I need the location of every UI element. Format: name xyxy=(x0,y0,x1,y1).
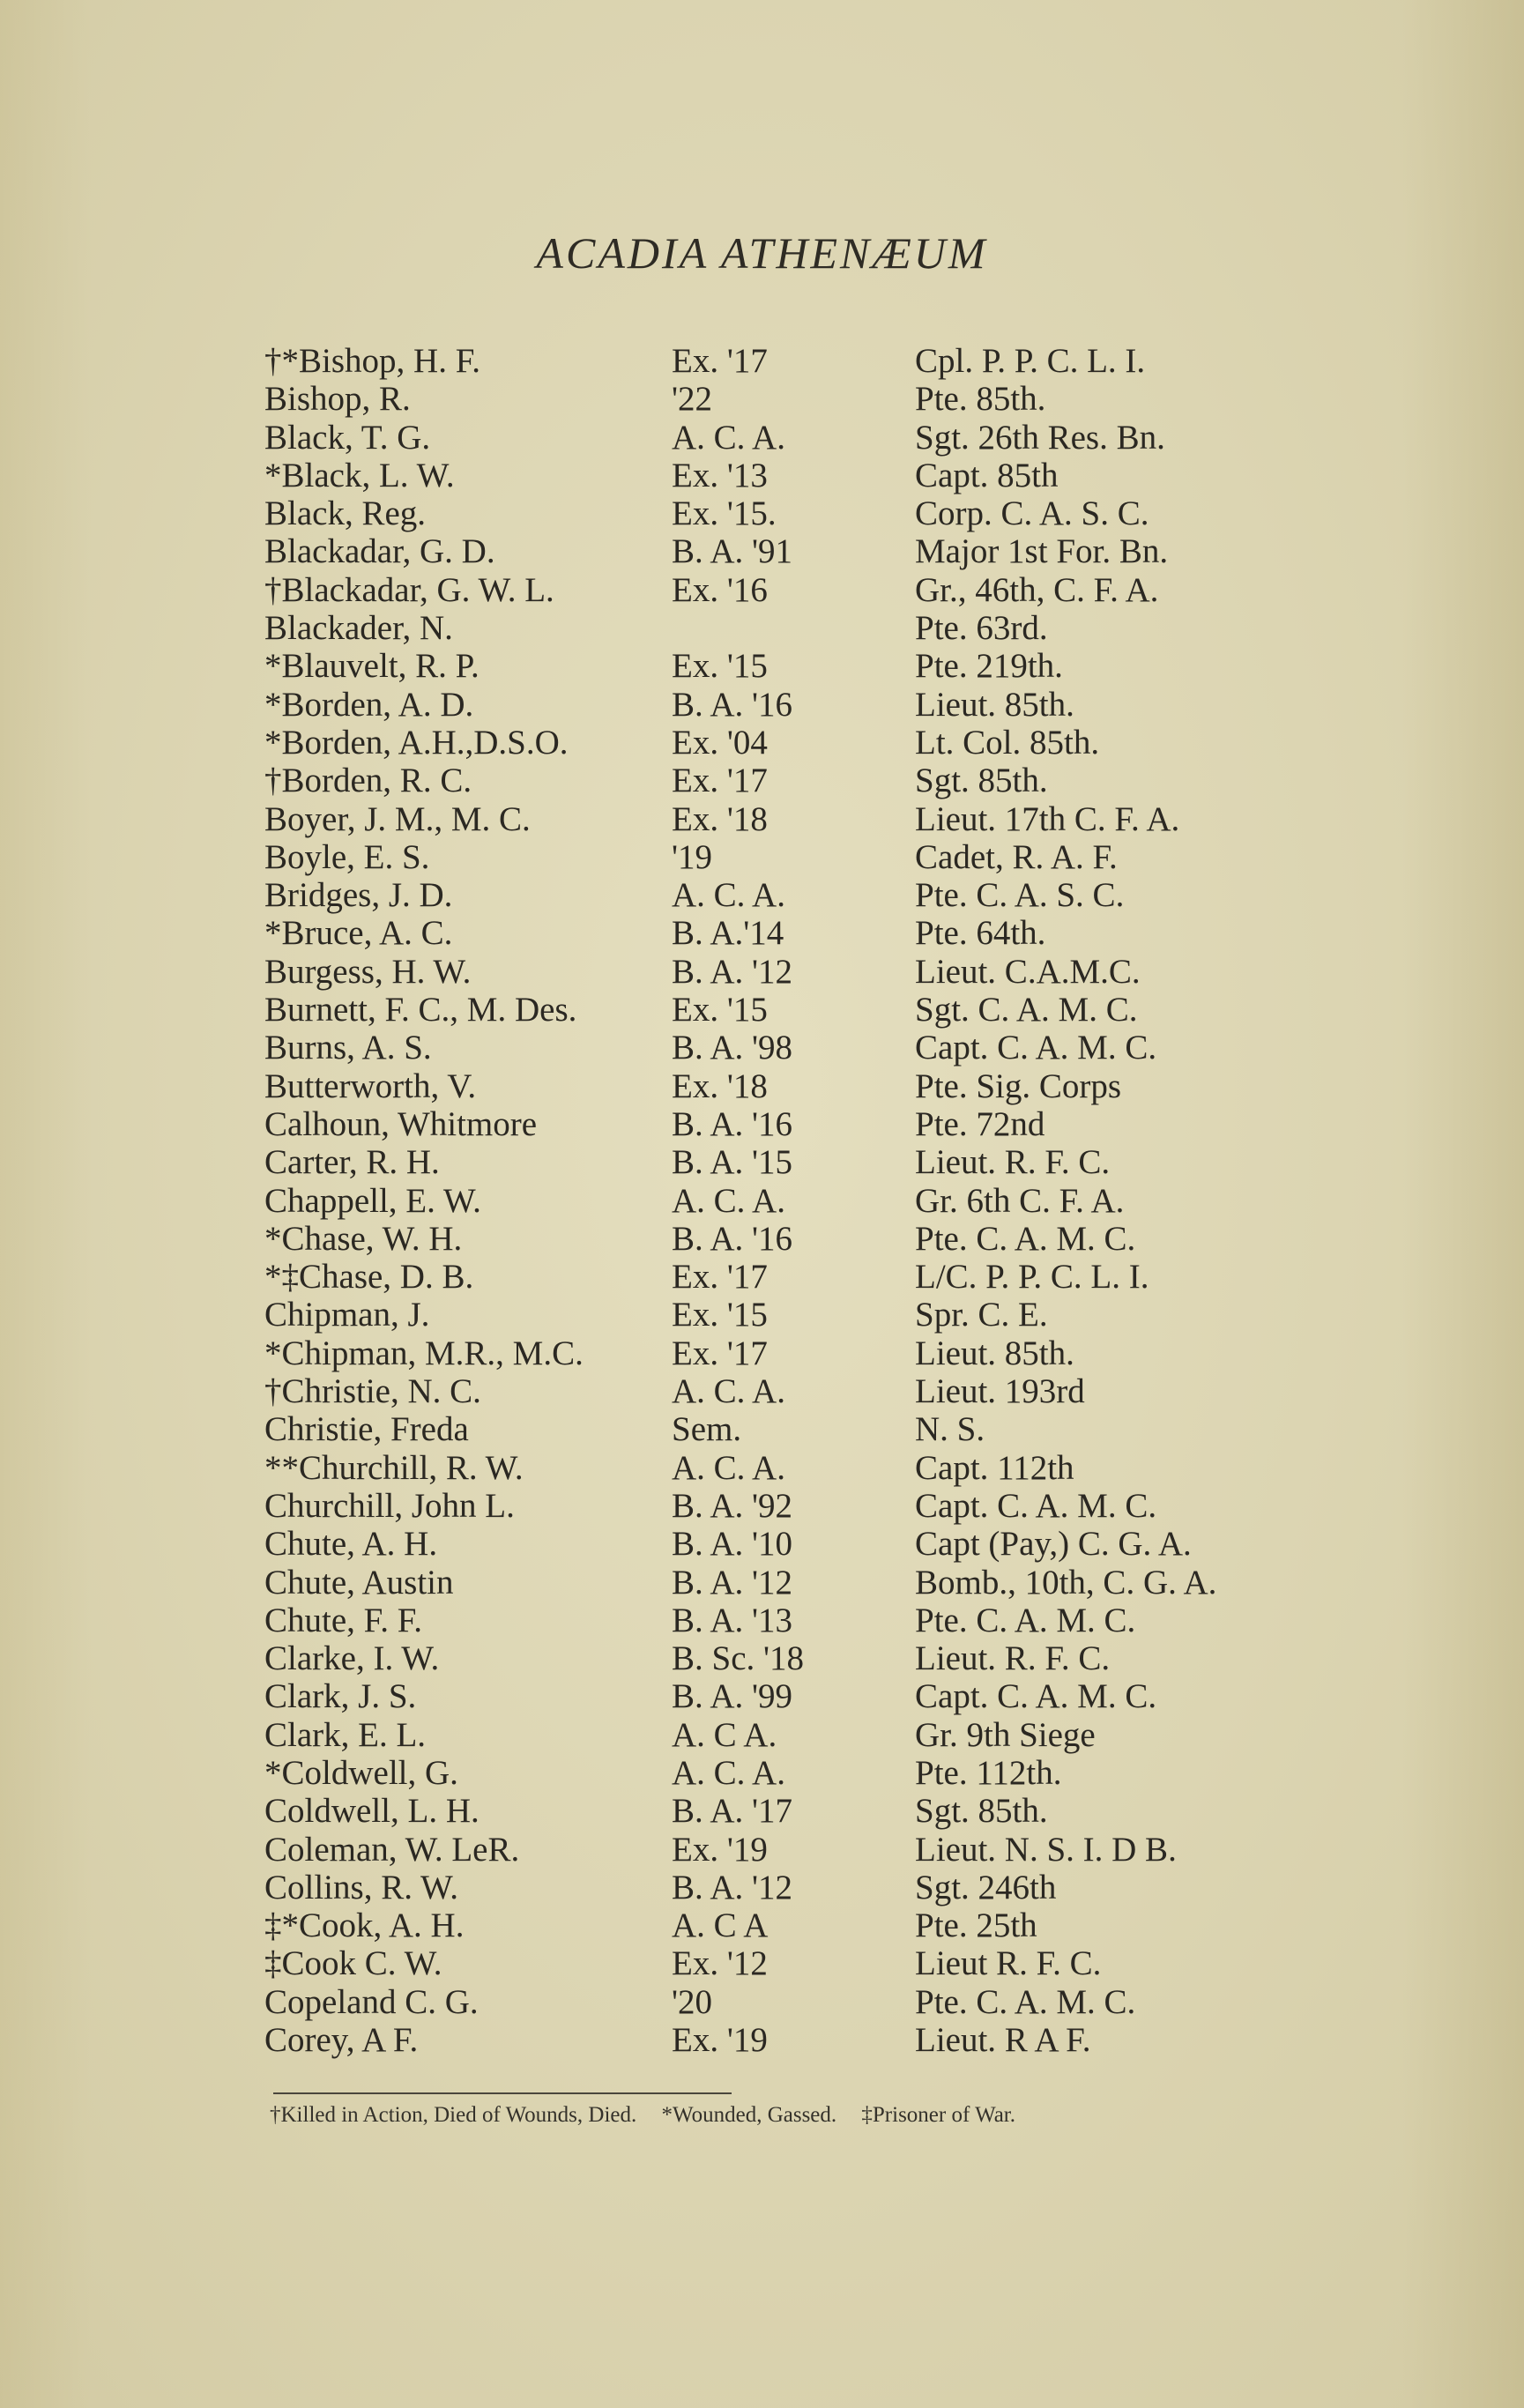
entry-degree: B. A.'14 xyxy=(672,914,784,953)
entry-degree: B. Sc. '18 xyxy=(672,1639,805,1678)
entry-degree: Ex. '15 xyxy=(672,647,768,686)
list-item xyxy=(264,1983,1366,2021)
list-item xyxy=(264,1410,1366,1448)
entry-name: Blackadar, G. D. xyxy=(264,532,495,571)
entry-degree: B. A. '92 xyxy=(672,1486,793,1525)
entry-degree: '19 xyxy=(672,837,713,876)
entry-rank: Pte. 63rd. xyxy=(915,609,1048,648)
entry-degree: B. A. '16 xyxy=(672,685,793,724)
entry-degree: Ex. '16 xyxy=(672,570,768,609)
entry-name: ‡Cook C. W. xyxy=(264,1944,442,1983)
entry-name: Black, T. G. xyxy=(264,418,431,457)
list-item xyxy=(264,1944,1366,1982)
entry-rank: Sgt. C. A. M. C. xyxy=(915,991,1138,1029)
list-item xyxy=(264,647,1366,685)
entry-rank: Cpl. P. P. C. L. I. xyxy=(915,342,1146,380)
entry-degree: Ex. '17 xyxy=(672,342,768,380)
entry-name: Churchill, John L. xyxy=(264,1486,515,1525)
entry-name: Christie, Freda xyxy=(264,1410,469,1449)
entry-name: Calhoun, Whitmore xyxy=(264,1104,538,1143)
entry-rank: Pte. Sig. Corps xyxy=(915,1067,1122,1105)
entry-rank: Capt. 85th xyxy=(915,456,1059,494)
list-item xyxy=(264,724,1366,762)
entry-rank: Capt (Pay,) C. G. A. xyxy=(915,1525,1192,1564)
footnote-divider xyxy=(273,2092,732,2094)
entry-rank: Pte. C. A. M. C. xyxy=(915,1982,1136,2021)
entry-degree: A. C. A. xyxy=(672,1372,785,1411)
entry-name: *Bruce, A. C. xyxy=(264,914,453,953)
entry-rank: Pte. 85th. xyxy=(915,380,1046,419)
entry-name: *Borden, A. D. xyxy=(264,685,474,724)
entry-name: Burns, A. S. xyxy=(264,1029,432,1067)
entry-name: Clarke, I. W. xyxy=(264,1639,440,1678)
list-item xyxy=(264,380,1366,418)
entry-degree: B. A. '17 xyxy=(672,1792,793,1831)
entry-name: Clark, J. S. xyxy=(264,1677,417,1716)
entry-rank: Corp. C. A. S. C. xyxy=(915,494,1149,533)
entry-degree: A. C A xyxy=(672,1906,769,1945)
entry-degree: '20 xyxy=(672,1982,713,2021)
entry-rank: Sgt. 246th xyxy=(915,1868,1057,1906)
entry-rank: Spr. C. E. xyxy=(915,1296,1048,1334)
list-item xyxy=(264,1182,1366,1220)
entry-name: Corey, A F. xyxy=(264,2021,419,2060)
entry-degree: B. A. '10 xyxy=(672,1525,793,1564)
list-item xyxy=(264,494,1366,532)
list-item xyxy=(264,876,1366,914)
entry-degree: Ex. '18 xyxy=(672,799,768,838)
entry-name: ‡*Cook, A. H. xyxy=(264,1906,465,1945)
list-item xyxy=(264,800,1366,838)
list-item xyxy=(264,419,1366,457)
entry-degree: B. A. '12 xyxy=(672,952,793,991)
entry-degree: A. C A. xyxy=(672,1715,777,1754)
list-item xyxy=(264,1525,1366,1563)
entry-rank: Lieut. 85th. xyxy=(915,685,1074,724)
entry-degree: B. A. '91 xyxy=(672,532,793,571)
entry-name: *Black, L. W. xyxy=(264,456,455,494)
entry-rank: Pte. 112th. xyxy=(915,1753,1062,1792)
entry-degree: A. C. A. xyxy=(672,1753,785,1792)
list-item xyxy=(264,571,1366,609)
entry-degree: B. A. '12 xyxy=(672,1868,793,1906)
entry-rank: Capt. C. A. M. C. xyxy=(915,1029,1157,1067)
entry-rank: Lieut. C.A.M.C. xyxy=(915,952,1141,991)
entry-degree: Ex. '17 xyxy=(672,762,768,800)
entry-rank: Gr. 9th Siege xyxy=(915,1715,1096,1754)
entry-degree: B. A. '16 xyxy=(672,1104,793,1143)
entry-rank: Lieut. 17th C. F. A. xyxy=(915,799,1180,838)
entry-name: Boyer, J. M., M. C. xyxy=(264,799,531,838)
footnote-prisoner: ‡Prisoner of War. xyxy=(861,2103,1015,2127)
entry-rank: Bomb., 10th, C. G. A. xyxy=(915,1563,1217,1602)
page-header: ACADIA ATHENÆUM xyxy=(536,228,988,278)
entry-name: †Blackadar, G. W. L. xyxy=(264,570,554,609)
entry-rank: Lt. Col. 85th. xyxy=(915,723,1100,762)
roll-of-honour-list xyxy=(264,342,1366,2059)
entry-name: Chute, A. H. xyxy=(264,1525,438,1564)
list-item xyxy=(264,1716,1366,1754)
entry-degree: Sem. xyxy=(672,1410,742,1449)
list-item xyxy=(264,1869,1366,1906)
footnote-killed: †Killed in Action, Died of Wounds, Died. xyxy=(270,2103,637,2127)
list-item xyxy=(264,1105,1366,1143)
entry-name: Bridges, J. D. xyxy=(264,876,453,915)
list-item xyxy=(264,1792,1366,1830)
list-item xyxy=(264,1754,1366,1792)
entry-degree: Ex. '12 xyxy=(672,1944,768,1983)
list-item xyxy=(264,1487,1366,1525)
list-item xyxy=(264,1143,1366,1181)
entry-name: Burgess, H. W. xyxy=(264,952,472,991)
entry-rank: Lieut. 193rd xyxy=(915,1372,1085,1411)
list-item xyxy=(264,1831,1366,1869)
list-item xyxy=(264,1602,1366,1639)
entry-name: Chute, Austin xyxy=(264,1563,454,1602)
entry-name: Chappell, E. W. xyxy=(264,1181,481,1220)
list-item xyxy=(264,1029,1366,1067)
entry-rank: Major 1st For. Bn. xyxy=(915,532,1169,571)
entry-degree: A. C. A. xyxy=(672,1181,785,1220)
entry-rank: Pte. C. A. M. C. xyxy=(915,1219,1136,1258)
entry-degree: A. C. A. xyxy=(672,1448,785,1487)
entry-degree: Ex. '13 xyxy=(672,456,768,494)
entry-rank: L/C. P. P. C. L. I. xyxy=(915,1258,1149,1297)
entry-rank: Pte. 25th xyxy=(915,1906,1037,1945)
entry-name: †Borden, R. C. xyxy=(264,762,472,800)
entry-name: Coldwell, L. H. xyxy=(264,1792,480,1831)
entry-rank: Capt. C. A. M. C. xyxy=(915,1486,1157,1525)
list-item xyxy=(264,1449,1366,1487)
entry-name: **Churchill, R. W. xyxy=(264,1448,524,1487)
list-item xyxy=(264,953,1366,991)
list-item xyxy=(264,1677,1366,1715)
entry-name: *Coldwell, G. xyxy=(264,1753,458,1792)
entry-degree: Ex. '15. xyxy=(672,494,777,533)
list-item xyxy=(264,532,1366,570)
entry-rank: Pte. 72nd xyxy=(915,1104,1045,1143)
entry-name: *‡Chase, D. B. xyxy=(264,1258,474,1297)
list-item xyxy=(264,2021,1366,2059)
entry-degree: Ex. '19 xyxy=(672,2021,768,2060)
entry-degree: B. A. '13 xyxy=(672,1601,793,1639)
list-item xyxy=(264,342,1366,380)
entry-name: Clark, E. L. xyxy=(264,1715,427,1754)
entry-name: *Blauvelt, R. P. xyxy=(264,647,480,686)
list-item xyxy=(264,838,1366,876)
footnote-wounded: *Wounded, Gassed. xyxy=(661,2103,837,2127)
entry-rank: Pte. 219th. xyxy=(915,647,1063,686)
entry-name: Blackader, N. xyxy=(264,609,453,648)
entry-rank: Cadet, R. A. F. xyxy=(915,837,1118,876)
entry-rank: N. S. xyxy=(915,1410,985,1449)
list-item xyxy=(264,609,1366,647)
entry-degree: B. A. '15 xyxy=(672,1143,793,1182)
entry-rank: Sgt. 85th. xyxy=(915,762,1048,800)
entry-name: Boyle, E. S. xyxy=(264,837,430,876)
entry-rank: Sgt. 26th Res. Bn. xyxy=(915,418,1165,457)
entry-degree: Ex. '19 xyxy=(672,1830,768,1869)
entry-name: †*Bishop, H. F. xyxy=(264,342,481,380)
list-item xyxy=(264,991,1366,1029)
entry-rank: Lieut. R. F. C. xyxy=(915,1639,1111,1678)
list-item xyxy=(264,1258,1366,1296)
entry-name: *Chipman, M.R., M.C. xyxy=(264,1334,584,1372)
entry-name: †Christie, N. C. xyxy=(264,1372,481,1411)
entry-name: Carter, R. H. xyxy=(264,1143,440,1182)
entry-name: Chipman, J. xyxy=(264,1296,430,1334)
list-item xyxy=(264,762,1366,799)
entry-name: Copeland C. G. xyxy=(264,1982,479,2021)
entry-degree: B. A. '12 xyxy=(672,1563,793,1602)
entry-degree: Ex. '18 xyxy=(672,1067,768,1105)
entry-name: Butterworth, V. xyxy=(264,1067,477,1105)
entry-rank: Lieut. 85th. xyxy=(915,1334,1074,1372)
list-item xyxy=(264,1067,1366,1105)
footnote xyxy=(270,2103,1327,2128)
entry-degree: A. C. A. xyxy=(672,876,785,915)
entry-name: Burnett, F. C., M. Des. xyxy=(264,991,577,1029)
entry-rank: Gr., 46th, C. F. A. xyxy=(915,570,1159,609)
entry-rank: Lieut. N. S. I. D B. xyxy=(915,1830,1177,1869)
list-item xyxy=(264,686,1366,724)
entry-degree: Ex. '17 xyxy=(672,1258,768,1297)
list-item xyxy=(264,914,1366,952)
entry-rank: Pte. 64th. xyxy=(915,914,1046,953)
entry-degree: B. A. '16 xyxy=(672,1219,793,1258)
entry-degree: A. C. A. xyxy=(672,418,785,457)
entry-name: Chute, F. F. xyxy=(264,1601,423,1639)
entry-name: Black, Reg. xyxy=(264,494,427,533)
entry-rank: Gr. 6th C. F. A. xyxy=(915,1181,1125,1220)
entry-rank: Pte. C. A. M. C. xyxy=(915,1601,1136,1639)
entry-rank: Lieut R. F. C. xyxy=(915,1944,1102,1983)
list-item xyxy=(264,1564,1366,1602)
entry-rank: Sgt. 85th. xyxy=(915,1792,1048,1831)
entry-rank: Lieut. R. F. C. xyxy=(915,1143,1111,1182)
list-item xyxy=(264,1296,1366,1334)
entry-degree: B. A. '98 xyxy=(672,1029,793,1067)
entry-name: Collins, R. W. xyxy=(264,1868,458,1906)
entry-degree: B. A. '99 xyxy=(672,1677,793,1716)
entry-name: Bishop, R. xyxy=(264,380,411,419)
list-item xyxy=(264,1220,1366,1258)
entry-name: Coleman, W. LeR. xyxy=(264,1830,520,1869)
list-item xyxy=(264,457,1366,494)
entry-degree: Ex. '15 xyxy=(672,991,768,1029)
entry-degree: Ex. '15 xyxy=(672,1296,768,1334)
entry-rank: Capt. C. A. M. C. xyxy=(915,1677,1157,1716)
entry-degree: '22 xyxy=(672,380,713,419)
entry-rank: Pte. C. A. S. C. xyxy=(915,876,1125,915)
list-item xyxy=(264,1372,1366,1410)
list-item xyxy=(264,1639,1366,1677)
entry-name: *Chase, W. H. xyxy=(264,1219,463,1258)
list-item xyxy=(264,1334,1366,1372)
entry-degree: Ex. '04 xyxy=(672,723,768,762)
entry-rank: Lieut. R A F. xyxy=(915,2021,1091,2060)
list-item xyxy=(264,1906,1366,1944)
entry-degree: Ex. '17 xyxy=(672,1334,768,1372)
entry-name: *Borden, A.H.,D.S.O. xyxy=(264,723,569,762)
entry-rank: Capt. 112th xyxy=(915,1448,1074,1487)
